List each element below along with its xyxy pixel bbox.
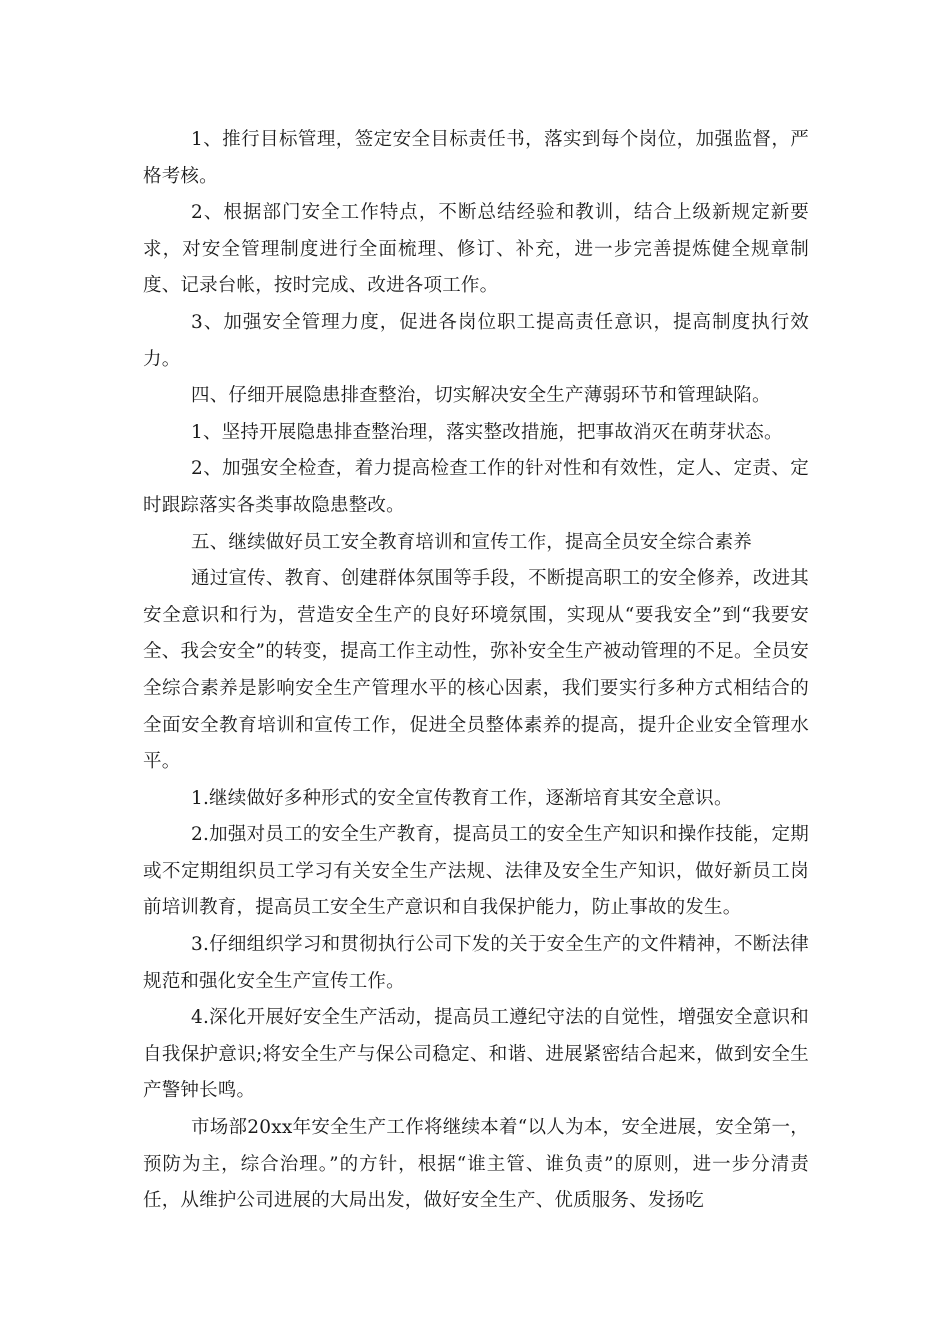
paragraph: 3、加强安全管理力度，促进各岗位职工提高责任意识，提高制度执行效力。 [143,311,809,370]
paragraph: 2、加强安全检查，着力提高检查工作的针对性和有效性，定人、定责、定时跟踪落实各类事故隐患整改。 [143,458,809,516]
paragraph: 市场部20xx年安全生产工作将继续本着“以人为本，安全进展，安全第一，预防为主，综合治理。”的方针，根据“谁主管、谁负责”的原则，进一步分清责任，从维护公司进展的大局出发，做好安全生产、优质服务、发扬吃 [143,1117,809,1212]
document-page [143,122,809,1220]
paragraph: 1、推行目标管理，签定安全目标责任书，落实到每个岗位，加强监督，严格考核。 [143,129,809,187]
paragraph: 4.深化开展好安全生产活动，提高员工遵纪守法的自觉性，增强安全意识和自我保护意识;将安全生产与保公司稳定、和谐、进展紧密结合起来，做到安全生产警钟长鸣。 [143,1007,809,1102]
paragraph: 3.仔细组织学习和贯彻执行公司下发的关于安全生产的文件精神，不断法律规范和强化安全生产宣传工作。 [143,934,809,992]
paragraph: 1、坚持开展隐患排查整治理，落实整改措施，把事故消灭在萌芽状态。 [191,421,783,443]
paragraph: 2、根据部门安全工作特点，不断总结经验和教训，结合上级新规定新要求，对安全管理制度进行全面梳理、修订、补充，进一步完善提炼健全规章制度、记录台帐，按时完成、改进各项工作。 [143,202,809,297]
section-heading: 五、继续做好员工安全教育培训和宣传工作，提高全员安全综合素养 [191,531,753,553]
section-heading: 四、仔细开展隐患排查整治，切实解决安全生产薄弱环节和管理缺陷。 [191,385,771,407]
paragraph: 通过宣传、教育、创建群体氛围等手段，不断提高职工的安全修养，改进其安全意识和行为，营造安全生产的良好环境氛围，实现从“要我安全”到“我要安全、我会安全”的转变，提高工作主动性，弥补安全生产被动管理的不足。全员安全综合素养是影响安全生产管理水平的核心因素，我们要实行多种方式相结合的全面安全教育培训和宣传工作，促进全员整体素养的提高，提升企业安全管理水平。 [143,568,809,773]
paragraph: 2.加强对员工的安全生产教育，提高员工的安全生产知识和操作技能，定期或不定期组织员工学习有关安全生产法规、法律及安全生产知识，做好新员工岗前培训教育，提高员工安全生产意识和自我保护能力，防止事故的发生。 [143,824,809,919]
paragraph: 1.继续做好多种形式的安全宣传教育工作，逐渐培育其安全意识。 [191,787,733,809]
